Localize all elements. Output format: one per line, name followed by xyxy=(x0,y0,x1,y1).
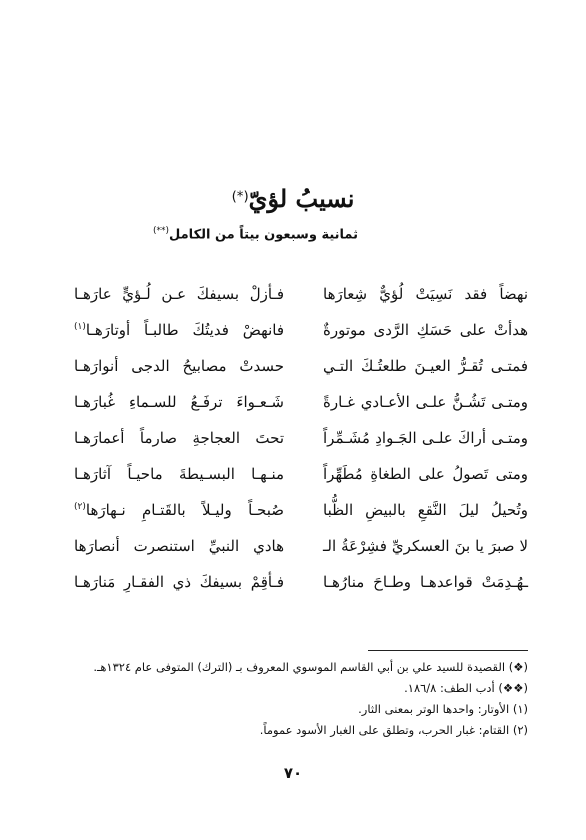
first-hemistich: ومتـى تَشُـنُّ علـى الأعـادي غـارةً xyxy=(323,393,528,411)
poem-subtitle: ثمانية وسبعون بيتاً من الكامل xyxy=(169,227,358,243)
first-hemistich: ـهُـدِمَتْ قواعدهـا وطـاحَ منارُهـا xyxy=(323,573,528,591)
subtitle-footnote-marker: (**) xyxy=(153,226,170,236)
first-hemistich: فمتـى تُقـرُّ العيـنَ طلعتُـكَ التـي xyxy=(323,357,528,375)
second-hemistich: حسدتْ مصابيحُ الدجى أنوارَهـا xyxy=(74,357,284,375)
first-hemistich: لا صبرَ يا بنَ العسكريِّ فشِرْعَةُ الـ xyxy=(323,537,528,555)
second-hemistich: هادي النبيِّ استنصرت أنصارَها xyxy=(74,537,284,555)
second-hemistich: منـهـا البسـيطةَ ماحيـاً آثارَهـا xyxy=(74,465,284,483)
second-hemistich: فانهضْ فديتُكَ طالبـاً أوتارَهـا$^{(١)}$ xyxy=(74,321,284,339)
verse-row xyxy=(0,537,586,573)
verse-row xyxy=(0,321,586,357)
first-hemistich: ومتـى أراكَ علـى الجَـوادِ مُشَـمِّراً xyxy=(323,429,528,447)
verse-row xyxy=(0,357,586,393)
footnote: (١) الأوتار: واحدها الوتر بمعنى الثار. xyxy=(358,702,528,716)
poem-title: نسيبُ لؤيّ xyxy=(248,184,355,213)
verse-row xyxy=(0,285,586,321)
second-hemistich: فـأقِمْ بسيفكَ ذي الفقـارِ مَنارَهـا xyxy=(74,573,284,591)
second-hemistich: شَـعـواءَ ترفَـعُ للسـماءِ غُبارَهـا xyxy=(74,393,284,411)
footnote: (❖) القصيدة للسيد علي بن أبي القاسم الموسوي المعروف بـ (الترك) المتوفى عام ١٣٢٤هـ. xyxy=(93,660,528,674)
title-footnote-marker: (*) xyxy=(231,189,249,205)
first-hemistich: نهضاً فقد نَسِيَتْ لُؤيٌّ شِعارَها xyxy=(323,285,528,303)
footnotes xyxy=(58,657,528,741)
first-hemistich: وتُحيلُ ليلَ النَّقعِ بالبيضِ الظُّبا xyxy=(323,501,528,519)
first-hemistich: هدأتْ على حَسَكِ الرَّدى موتورةٌ xyxy=(323,321,528,339)
second-hemistich: تحتَ العجاجةِ صارماً أعمارَهـا xyxy=(74,429,284,447)
verse-row xyxy=(0,393,586,429)
verse-footnote-marker: (٢) xyxy=(74,502,86,512)
second-hemistich: فـأزلْ بسيفكَ عـن لُـؤيٍّ عارَهـا xyxy=(74,285,284,303)
second-hemistich: صُبحـاً وليـلاً بالقَتـامِ نـهارَها$^{(٢)}$ xyxy=(74,501,284,519)
poem-title-block xyxy=(0,184,586,213)
footnote-separator xyxy=(368,650,528,651)
footnote: (٢) القتام: غبار الحرب، وتطلق على الغبار الأسود عموماً. xyxy=(259,723,528,737)
verse-row xyxy=(0,573,586,609)
verse-footnote-marker: (١) xyxy=(74,322,86,332)
verse-row xyxy=(0,465,586,501)
verse-row xyxy=(0,501,586,537)
verse-row xyxy=(0,429,586,465)
footnote: (❖❖) أدب الطف: ١٨٦/٨. xyxy=(404,681,528,695)
poem-subtitle-block xyxy=(153,226,358,242)
first-hemistich: ومتى تَصولُ على الطغاةِ مُطَهِّراً xyxy=(323,465,528,483)
page-number: ٧٠ xyxy=(283,764,303,782)
